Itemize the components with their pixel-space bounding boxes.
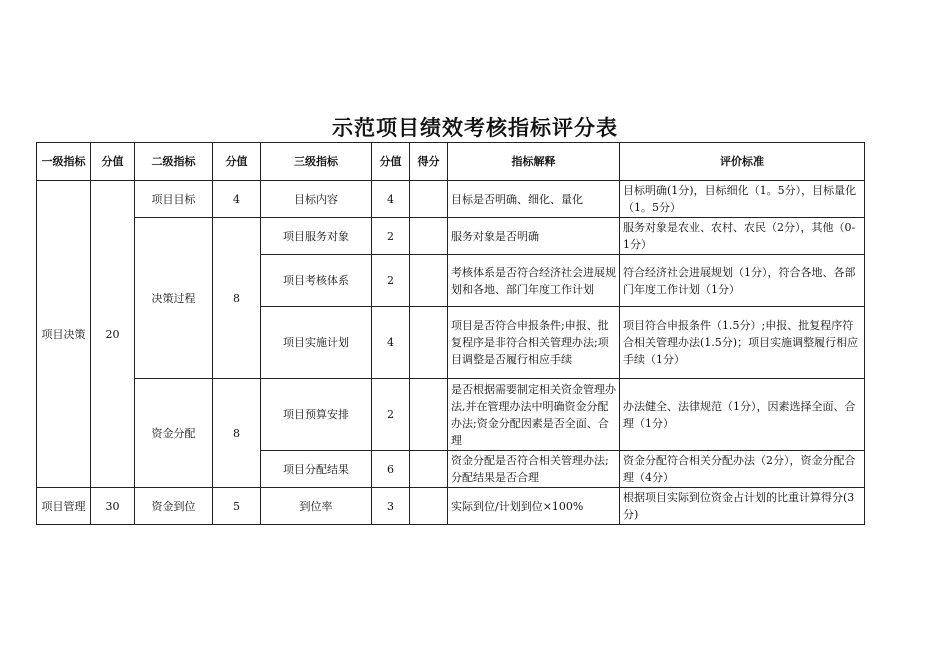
header-criteria: 评价标准	[620, 143, 865, 181]
header-got-score: 得分	[410, 143, 448, 181]
criteria-cell: 目标明确(1分)，目标细化（1。5分），目标量化（1。5分）	[620, 181, 865, 218]
got-score-cell	[410, 218, 448, 255]
got-score-cell	[410, 307, 448, 379]
level2-name: 决策过程	[135, 218, 213, 379]
criteria-cell: 符合经济社会进展规划（1分），符合各地、各部门年度工作计划（1分）	[620, 255, 865, 307]
level2-name: 项目目标	[135, 181, 213, 218]
header-level3-score: 分值	[372, 143, 410, 181]
level1-score: 20	[91, 181, 135, 488]
explanation-cell: 资金分配是否符合相关管理办法;分配结果是否合理	[448, 451, 620, 488]
level2-name: 资金到位	[135, 488, 213, 525]
level3-score: 4	[372, 307, 410, 379]
header-explanation: 指标解释	[448, 143, 620, 181]
level3-name: 项目实施计划	[261, 307, 372, 379]
table-row	[37, 379, 865, 451]
level3-name: 项目考核体系	[261, 255, 372, 307]
criteria-cell: 根据项目实际到位资金占计划的比重计算得分(3分)	[620, 488, 865, 525]
criteria-cell: 项目符合申报条件（1.5分）;申报、批复程序符合相关管理办法(1.5分)；项目实施调整履行相应手续（1分）	[620, 307, 865, 379]
header-row	[37, 143, 865, 181]
header-level3: 三级指标	[261, 143, 372, 181]
level3-name: 项目预算安排	[261, 379, 372, 451]
explanation-cell: 目标是否明确、细化、量化	[448, 181, 620, 218]
header-level1-score: 分值	[91, 143, 135, 181]
header-level2-score: 分值	[213, 143, 261, 181]
level2-score: 8	[213, 379, 261, 488]
got-score-cell	[410, 379, 448, 451]
level3-score: 6	[372, 451, 410, 488]
level3-name: 项目服务对象	[261, 218, 372, 255]
table-row	[37, 181, 865, 218]
header-level1: 一级指标	[37, 143, 91, 181]
level2-score: 8	[213, 218, 261, 379]
level3-name: 目标内容	[261, 181, 372, 218]
explanation-cell: 项目是否符合申报条件;申报、批复程序是非符合相关管理办法;项目调整是否履行相应手续	[448, 307, 620, 379]
got-score-cell	[410, 255, 448, 307]
explanation-cell: 考核体系是否符合经济社会进展规划和各地、部门年度工作计划	[448, 255, 620, 307]
criteria-cell: 办法健全、法律规范（1分），因素选择全面、合理（1分）	[620, 379, 865, 451]
level1-name: 项目管理	[37, 488, 91, 525]
criteria-cell: 资金分配符合相关分配办法（2分），资金分配合理（4分）	[620, 451, 865, 488]
level3-score: 3	[372, 488, 410, 525]
level2-name: 资金分配	[135, 379, 213, 488]
explanation-cell: 服务对象是否明确	[448, 218, 620, 255]
score-table	[36, 142, 865, 525]
table-row	[37, 488, 865, 525]
explanation-cell: 是否根据需要制定相关资金管理办法,并在管理办法中明确资金分配办法;资金分配因素是否全面、合理	[448, 379, 620, 451]
level3-name: 到位率	[261, 488, 372, 525]
page-title: 示范项目绩效考核指标评分表	[332, 115, 618, 140]
level3-name: 项目分配结果	[261, 451, 372, 488]
level3-score: 2	[372, 255, 410, 307]
got-score-cell	[410, 451, 448, 488]
header-level2: 二级指标	[135, 143, 213, 181]
level2-score: 5	[213, 488, 261, 525]
got-score-cell	[410, 181, 448, 218]
level1-name: 项目决策	[37, 181, 91, 488]
level3-score: 4	[372, 181, 410, 218]
criteria-cell: 服务对象是农业、农村、农民（2分），其他（0-1分）	[620, 218, 865, 255]
level2-score: 4	[213, 181, 261, 218]
level1-score: 30	[91, 488, 135, 525]
level3-score: 2	[372, 218, 410, 255]
table-row	[37, 218, 865, 255]
level3-score: 2	[372, 379, 410, 451]
explanation-cell: 实际到位/计划到位×100%	[448, 488, 620, 525]
got-score-cell	[410, 488, 448, 525]
